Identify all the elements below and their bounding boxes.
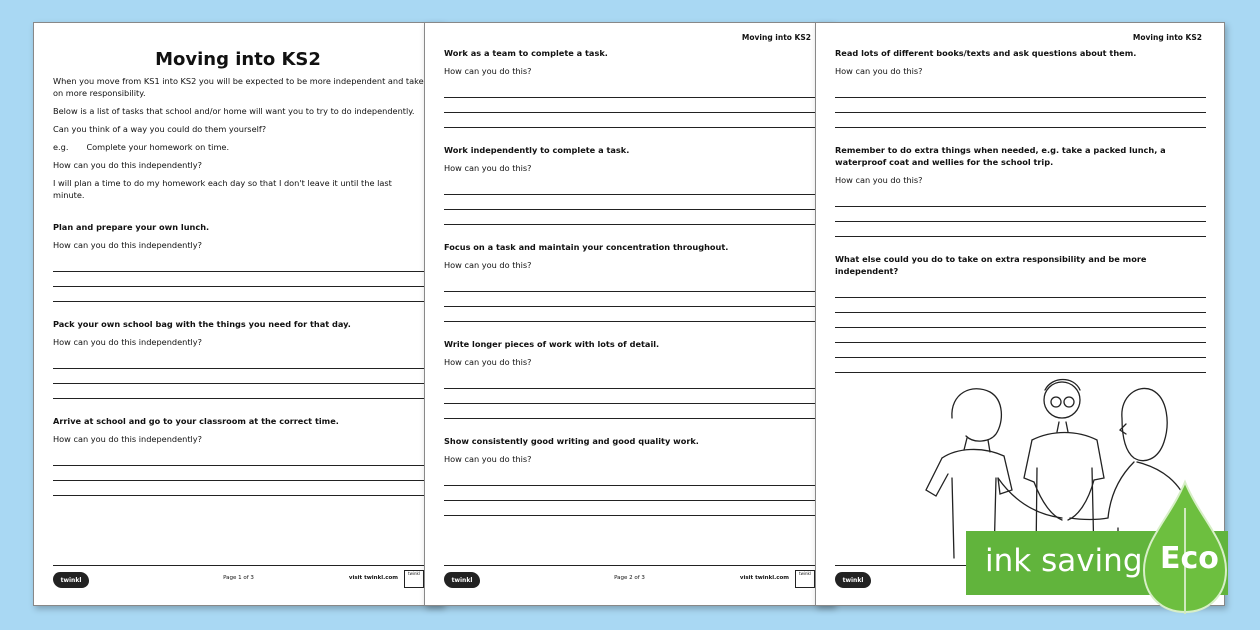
intro-text: Below is a list of tasks that school and/or home will want you to try to do independently. [53,106,415,116]
answer-lines[interactable] [835,83,1206,128]
eco-label: Eco [1160,541,1219,576]
twinkl-badge: twinkl [404,570,424,588]
twinkl-logo: twinkl [444,572,480,588]
task-how: How can you do this? [835,66,923,76]
twinkl-logo: twinkl [835,572,871,588]
answer-lines[interactable] [444,374,815,419]
task-question: Pack your own school bag with the things you need for that day. [53,319,351,329]
task-question: Arrive at school and go to your classroom at the correct time. [53,416,339,426]
example-task: Complete your homework on time. [86,142,230,152]
task-block [53,318,424,399]
page-footer [444,565,815,591]
task-question: Plan and prepare your own lunch. [53,222,210,232]
task-block [444,338,815,419]
task-block [53,415,424,496]
example-answer: I will plan a time to do my homework each day so that I don't leave it until the last minute. [53,178,392,200]
task-question: Work as a team to complete a task. [444,48,608,58]
answer-lines[interactable] [835,283,1206,373]
task-how: How can you do this? [444,163,532,173]
final-question: What else could you do to take on extra responsibility and be more independent? [835,254,1147,276]
task-question: Remember to do extra things when needed, e.g. take a packed lunch, a waterproof coat and wellies for the school trip. [835,145,1166,167]
answer-lines[interactable] [53,354,424,399]
worksheet-page-1 [33,22,443,606]
visit-link[interactable]: visit twinkl.com [739,575,789,581]
task-how: How can you do this independently? [53,337,202,347]
task-how: How can you do this? [444,66,532,76]
task-question: Show consistently good writing and good quality work. [444,436,699,446]
task-block [444,47,815,128]
answer-lines[interactable] [444,83,815,128]
answer-lines[interactable] [53,257,424,302]
task-how: How can you do this? [835,175,923,185]
task-block [444,241,815,322]
task-question: Focus on a task and maintain your concentration throughout. [444,242,729,252]
example-row [53,141,424,153]
task-question: Work independently to complete a task. [444,145,630,155]
page-header: Moving into KS2 [1132,33,1202,42]
intro-text: When you move from KS1 into KS2 you will be expected to be more independent and take on more responsibility. [53,76,424,98]
answer-lines[interactable] [835,192,1206,237]
visit-link[interactable]: visit twinkl.com [348,575,398,581]
page-title: Moving into KS2 [155,49,321,70]
answer-lines[interactable] [444,471,815,516]
task-how: How can you do this independently? [53,240,202,250]
task-block [444,144,815,225]
task-block [835,253,1206,373]
answer-lines[interactable] [53,451,424,496]
task-question: Read lots of different books/texts and ask questions about them. [835,48,1137,58]
task-how: How can you do this? [444,454,532,464]
task-block [444,435,815,516]
intro-text: Can you think of a way you could do them yourself? [53,124,267,134]
page-number: Page 2 of 3 [614,575,645,581]
task-block [53,221,424,302]
twinkl-logo: twinkl [53,572,89,588]
example-how: How can you do this independently? [53,160,202,170]
twinkl-badge: twinkl [795,570,815,588]
answer-lines[interactable] [444,277,815,322]
task-how: How can you do this independently? [53,434,202,444]
task-block [835,144,1206,237]
ink-saving-text: ink saving [985,543,1143,579]
page-header: Moving into KS2 [741,33,811,42]
page-number: Page 1 of 3 [223,575,254,581]
answer-lines[interactable] [444,180,815,225]
task-how: How can you do this? [444,260,532,270]
worksheet-page-2 [424,22,834,606]
task-question: Write longer pieces of work with lots of detail. [444,339,660,349]
task-how: How can you do this? [444,357,532,367]
example-label: e.g. [53,142,69,152]
task-block [835,47,1206,128]
page-footer [53,565,424,591]
